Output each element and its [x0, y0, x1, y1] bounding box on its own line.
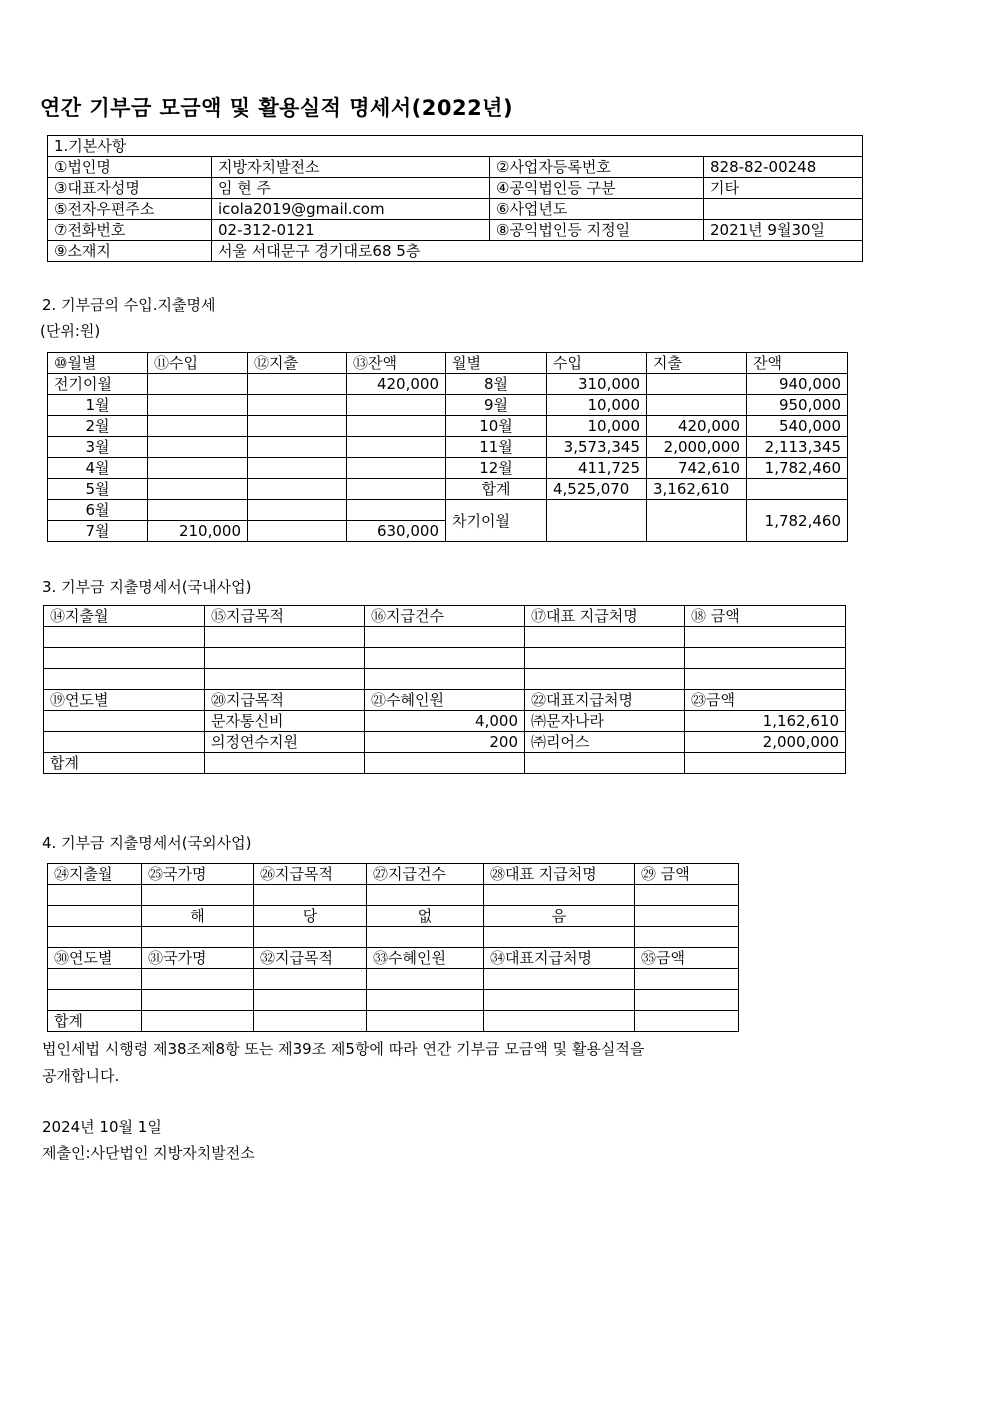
column-header: ⑱ 금액 — [685, 606, 846, 627]
column-header: ⑭지출월 — [44, 606, 205, 627]
column-header: ⑫지출 — [248, 353, 347, 374]
info-label: ⑥사업년도 — [490, 199, 704, 220]
recipient-cell: ㈜리어스 — [525, 732, 685, 753]
income-cell: 3,573,345 — [547, 437, 647, 458]
purpose-cell: 의정연수지원 — [205, 732, 365, 753]
income-cell — [148, 437, 248, 458]
balance-cell — [347, 500, 446, 521]
year-cell — [44, 732, 205, 753]
section2-heading: 2. 기부금의 수입.지출명세 — [42, 296, 216, 314]
not-applicable-char: 없 — [367, 906, 484, 927]
income-cell — [148, 500, 248, 521]
not-applicable-char: 당 — [254, 906, 367, 927]
empty-cell — [205, 627, 365, 648]
empty-cell — [484, 969, 635, 990]
column-header: ㉔지출월 — [48, 864, 142, 885]
amount-cell: 2,000,000 — [685, 732, 846, 753]
empty-cell — [44, 627, 205, 648]
column-header: ㉙ 금액 — [635, 864, 739, 885]
empty-cell — [525, 753, 685, 774]
income-cell — [148, 395, 248, 416]
column-header: 수입 — [547, 353, 647, 374]
domestic-expense-table — [43, 605, 846, 774]
income-cell: 210,000 — [148, 521, 248, 542]
info-label: ⑧공익법인등 지정일 — [490, 220, 704, 241]
column-header: ㉟금액 — [635, 948, 739, 969]
empty-cell — [142, 1011, 254, 1032]
balance-cell — [347, 458, 446, 479]
column-header: ㉚연도별 — [48, 948, 142, 969]
empty-cell — [142, 927, 254, 948]
column-header: 지출 — [647, 353, 747, 374]
empty-cell — [525, 627, 685, 648]
empty-cell — [685, 669, 846, 690]
empty-cell — [48, 990, 142, 1011]
empty-cell — [48, 969, 142, 990]
expense-cell — [248, 416, 347, 437]
expense-cell — [248, 479, 347, 500]
empty-cell — [254, 969, 367, 990]
column-header: ㉜지급목적 — [254, 948, 367, 969]
total-expense: 3,162,610 — [647, 479, 747, 500]
income-cell: 10,000 — [547, 395, 647, 416]
empty-cell — [205, 753, 365, 774]
month-cell: 7월 — [48, 521, 148, 542]
info-value: icola2019@gmail.com — [212, 199, 490, 220]
empty-cell — [44, 669, 205, 690]
empty-cell — [254, 927, 367, 948]
empty-cell — [48, 906, 142, 927]
empty-cell — [254, 1011, 367, 1032]
column-header: ⑪수입 — [148, 353, 248, 374]
empty-cell — [635, 885, 739, 906]
year-cell — [44, 711, 205, 732]
expense-cell — [248, 500, 347, 521]
column-header: ⑬잔액 — [347, 353, 446, 374]
empty-cell — [48, 927, 142, 948]
balance-cell: 540,000 — [747, 416, 848, 437]
expense-cell — [647, 500, 747, 542]
income-cell: 310,000 — [547, 374, 647, 395]
empty-cell — [367, 885, 484, 906]
expense-cell — [248, 374, 347, 395]
empty-cell — [635, 969, 739, 990]
expense-cell: 420,000 — [647, 416, 747, 437]
expense-cell — [647, 395, 747, 416]
disclosure-statement-line2: 공개합니다. — [42, 1067, 120, 1085]
unit-label: (단위:원) — [40, 322, 101, 340]
empty-cell — [367, 927, 484, 948]
count-cell: 200 — [365, 732, 525, 753]
total-label: 합계 — [446, 479, 547, 500]
total-label: 합계 — [48, 1011, 142, 1032]
income-cell — [148, 479, 248, 500]
address-label: ⑨소재지 — [48, 241, 212, 262]
month-cell: 6월 — [48, 500, 148, 521]
empty-cell — [142, 969, 254, 990]
empty-cell — [254, 885, 367, 906]
info-label: ⑦전화번호 — [48, 220, 212, 241]
income-cell — [148, 374, 248, 395]
empty-cell — [525, 669, 685, 690]
empty-cell — [367, 969, 484, 990]
month-cell: 5월 — [48, 479, 148, 500]
amount-cell: 1,162,610 — [685, 711, 846, 732]
column-header: ⑩월별 — [48, 353, 148, 374]
carryover-label: 차기이월 — [446, 500, 547, 542]
expense-cell — [647, 374, 747, 395]
empty-cell — [685, 648, 846, 669]
column-header: ⑳지급목적 — [205, 690, 365, 711]
expense-cell — [248, 437, 347, 458]
balance-cell — [347, 416, 446, 437]
empty-cell — [365, 648, 525, 669]
empty-cell — [205, 669, 365, 690]
balance-cell — [347, 479, 446, 500]
info-label: ④공익법인등 구분 — [490, 178, 704, 199]
info-value: 02-312-0121 — [212, 220, 490, 241]
month-cell: 3월 — [48, 437, 148, 458]
empty-cell — [365, 669, 525, 690]
balance-cell: 420,000 — [347, 374, 446, 395]
column-header: ⑰대표 지급처명 — [525, 606, 685, 627]
total-income: 4,525,070 — [547, 479, 647, 500]
empty-cell — [484, 927, 635, 948]
column-header: ⑮지급목적 — [205, 606, 365, 627]
empty-cell — [48, 885, 142, 906]
column-header: ㉝수혜인원 — [367, 948, 484, 969]
empty-cell — [635, 906, 739, 927]
not-applicable-char: 음 — [484, 906, 635, 927]
empty-cell — [635, 1011, 739, 1032]
month-cell: 9월 — [446, 395, 547, 416]
column-header: 잔액 — [747, 353, 848, 374]
count-cell: 4,000 — [365, 711, 525, 732]
recipient-cell: ㈜문자나라 — [525, 711, 685, 732]
info-value — [704, 199, 863, 220]
empty-cell — [205, 648, 365, 669]
info-label: ⑤전자우편주소 — [48, 199, 212, 220]
section4-heading: 4. 기부금 지출명세서(국외사업) — [42, 834, 252, 852]
month-cell: 12월 — [446, 458, 547, 479]
column-header: ㉞대표지급처명 — [484, 948, 635, 969]
month-cell: 10월 — [446, 416, 547, 437]
empty-cell — [685, 753, 846, 774]
month-cell: 11월 — [446, 437, 547, 458]
balance-cell — [347, 437, 446, 458]
empty-cell — [142, 990, 254, 1011]
income-cell: 10,000 — [547, 416, 647, 437]
submitter: 제출인:사단법인 지방자치발전소 — [42, 1144, 255, 1162]
basic-info-table — [47, 135, 863, 262]
empty-cell — [44, 648, 205, 669]
month-cell: 4월 — [48, 458, 148, 479]
info-value: 2021년 9월30일 — [704, 220, 863, 241]
expense-cell — [248, 458, 347, 479]
month-cell: 1월 — [48, 395, 148, 416]
empty-cell — [365, 753, 525, 774]
column-header: ㉗지급건수 — [367, 864, 484, 885]
purpose-cell: 문자통신비 — [205, 711, 365, 732]
column-header: ㉘대표 지급처명 — [484, 864, 635, 885]
info-value: 지방자치발전소 — [212, 157, 490, 178]
balance-cell — [747, 479, 848, 500]
empty-cell — [635, 990, 739, 1011]
balance-cell: 1,782,460 — [747, 458, 848, 479]
month-cell: 8월 — [446, 374, 547, 395]
income-cell — [547, 500, 647, 542]
empty-cell — [484, 1011, 635, 1032]
expense-cell — [248, 521, 347, 542]
empty-cell — [484, 990, 635, 1011]
expense-cell — [248, 395, 347, 416]
empty-cell — [365, 627, 525, 648]
column-header: ㉓금액 — [685, 690, 846, 711]
income-cell: 411,725 — [547, 458, 647, 479]
column-header: 월별 — [446, 353, 547, 374]
empty-cell — [685, 627, 846, 648]
info-label: ②사업자등록번호 — [490, 157, 704, 178]
empty-cell — [142, 885, 254, 906]
info-label: ①법인명 — [48, 157, 212, 178]
column-header: ㉒대표지급처명 — [525, 690, 685, 711]
balance-cell: 940,000 — [747, 374, 848, 395]
section3-heading: 3. 기부금 지출명세서(국내사업) — [42, 578, 252, 596]
info-value: 기타 — [704, 178, 863, 199]
address-value: 서울 서대문구 경기대로68 5층 — [212, 241, 863, 262]
column-header: ㉖지급목적 — [254, 864, 367, 885]
info-label: ③대표자성명 — [48, 178, 212, 199]
month-cell: 2월 — [48, 416, 148, 437]
not-applicable-char: 해 — [142, 906, 254, 927]
column-header: ㉕국가명 — [142, 864, 254, 885]
submission-date: 2024년 10월 1일 — [42, 1118, 162, 1136]
info-value: 828-82-00248 — [704, 157, 863, 178]
income-cell — [148, 416, 248, 437]
expense-cell: 2,000,000 — [647, 437, 747, 458]
column-header: ㉛국가명 — [142, 948, 254, 969]
balance-cell: 2,113,345 — [747, 437, 848, 458]
month-cell: 전기이월 — [48, 374, 148, 395]
empty-cell — [367, 990, 484, 1011]
column-header: ⑲연도별 — [44, 690, 205, 711]
income-cell — [148, 458, 248, 479]
empty-cell — [525, 648, 685, 669]
disclosure-statement-line1: 법인세법 시행령 제38조제8항 또는 제39조 제5항에 따라 연간 기부금 모금액 및 활용실적을 — [42, 1040, 645, 1058]
column-header: ⑯지급건수 — [365, 606, 525, 627]
overseas-expense-table — [47, 863, 739, 1032]
empty-cell — [635, 927, 739, 948]
section1-heading: 1.기본사항 — [48, 136, 863, 157]
empty-cell — [484, 885, 635, 906]
balance-cell — [347, 395, 446, 416]
balance-cell: 630,000 — [347, 521, 446, 542]
empty-cell — [254, 990, 367, 1011]
balance-cell: 950,000 — [747, 395, 848, 416]
income-expense-table — [47, 352, 848, 542]
empty-cell — [367, 1011, 484, 1032]
document-title: 연간 기부금 모금액 및 활용실적 명세서(2022년) — [40, 96, 514, 120]
info-value: 임 현 주 — [212, 178, 490, 199]
carryover-balance: 1,782,460 — [747, 500, 848, 542]
total-label: 합계 — [44, 753, 205, 774]
expense-cell: 742,610 — [647, 458, 747, 479]
column-header: ㉑수혜인원 — [365, 690, 525, 711]
